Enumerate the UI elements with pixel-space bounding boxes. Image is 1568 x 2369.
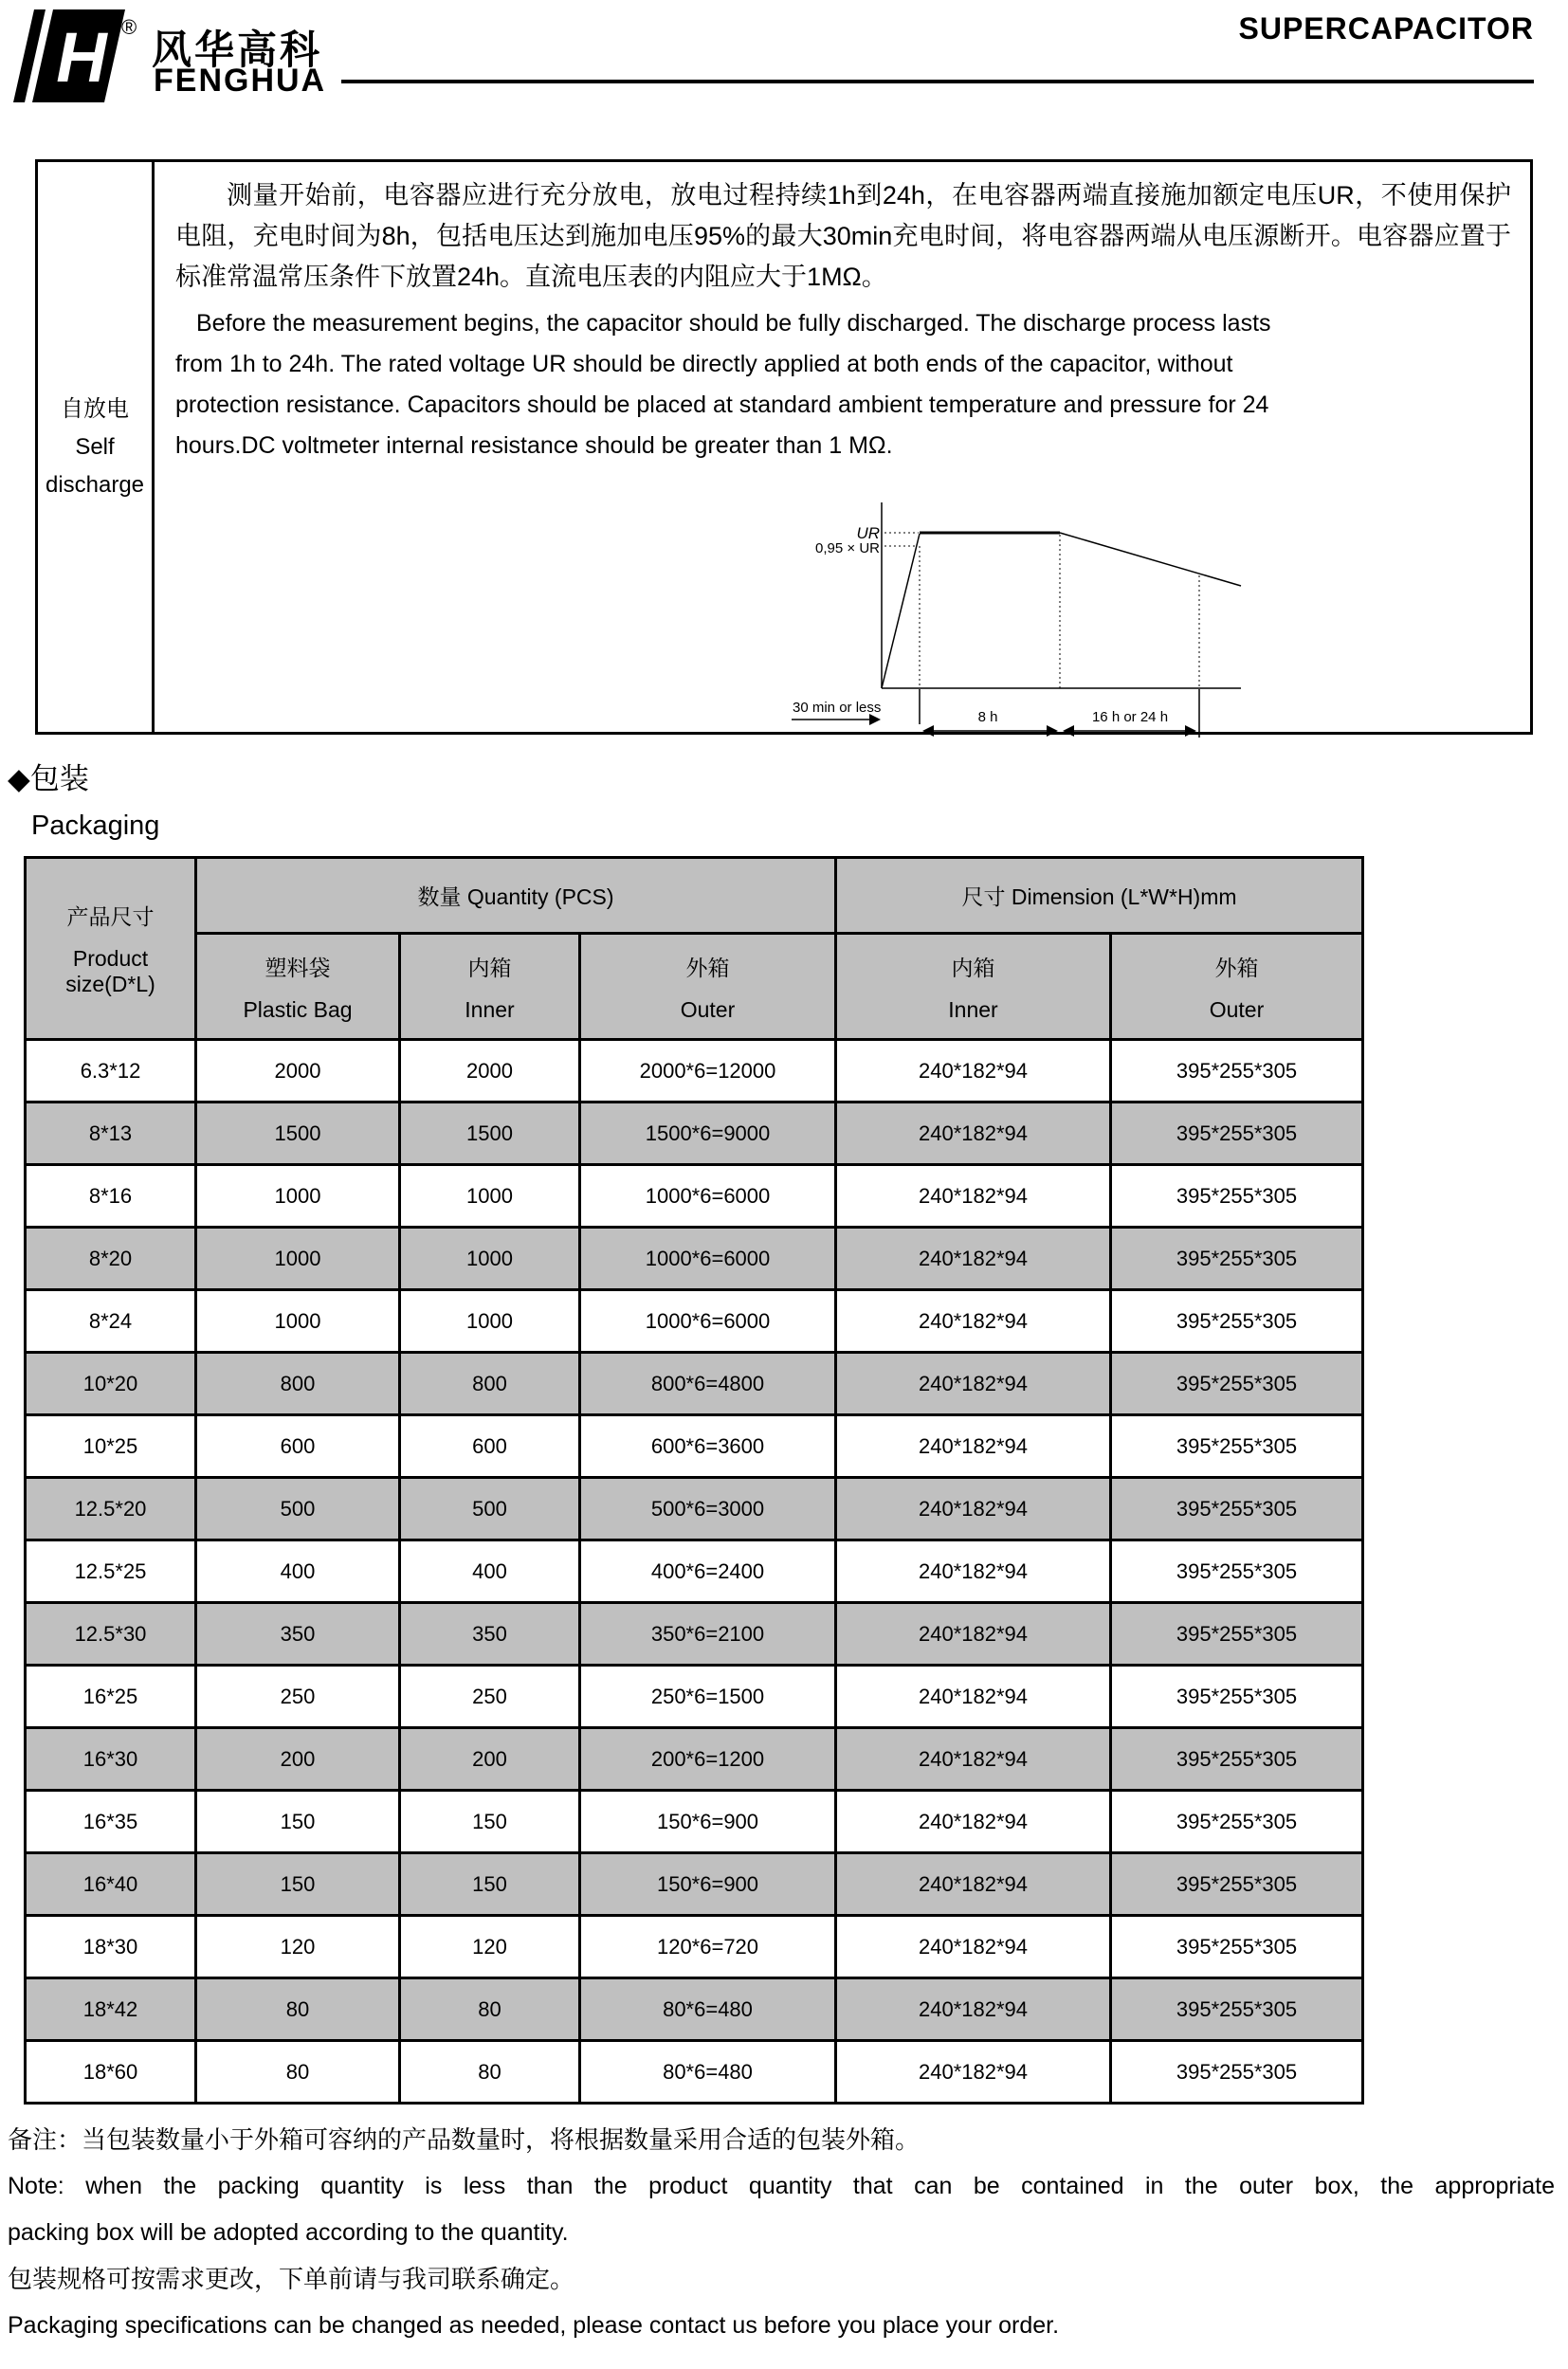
- table-cell: 240*182*94: [836, 1353, 1111, 1415]
- table-cell: 600: [400, 1415, 580, 1478]
- table-row: [26, 1102, 1363, 1165]
- table-cell: 395*255*305: [1111, 1353, 1363, 1415]
- table-cell: 240*182*94: [836, 1290, 1111, 1353]
- table-row: [26, 1228, 1363, 1290]
- table-cell: 1000: [196, 1165, 400, 1228]
- table-cell: 12.5*30: [26, 1603, 196, 1666]
- table-cell: 80*6=480: [580, 2041, 836, 2104]
- table-cell: 395*255*305: [1111, 1978, 1363, 2041]
- packaging-section-title-en: Packaging: [31, 811, 160, 841]
- table-cell: 150: [196, 1791, 400, 1853]
- table-cell: 800: [400, 1353, 580, 1415]
- registered-trademark-icon: ®: [121, 15, 137, 39]
- table-cell: 150*6=900: [580, 1791, 836, 1853]
- packaging-section-title-zh: ◆包装: [8, 762, 89, 795]
- header-divider: [341, 80, 1534, 83]
- table-cell: 250*6=1500: [580, 1666, 836, 1728]
- table-cell: 1000: [196, 1290, 400, 1353]
- group-header-dimension: 尺寸 Dimension (L*W*H)mm: [836, 858, 1363, 934]
- brand-name-english: FENGHUA: [154, 63, 327, 99]
- table-cell: 1000*6=6000: [580, 1290, 836, 1353]
- table-cell: 16*25: [26, 1666, 196, 1728]
- table-cell: 80: [400, 1978, 580, 2041]
- table-cell: 395*255*305: [1111, 1540, 1363, 1603]
- self-discharge-text-zh: 测量开始前，电容器应进行充分放电，放电过程持续1h到24h，在电容器两端直接施加额定电压UR，不使用保护电阻，充电时间为8h，包括电压达到施加电压95%的最大30min充电时间，将电容器两端从电压源断开。电容器应置于标准常温常压条件下放置24h。直流电压表的内阻应大于1MΩ。: [175, 181, 1511, 291]
- table-cell: 18*30: [26, 1916, 196, 1978]
- table-row: [26, 1666, 1363, 1728]
- diagram-label-rest-time: 16 h or 24 h: [1091, 709, 1169, 725]
- table-cell: 800: [196, 1353, 400, 1415]
- spec-note-en: Packaging specifications can be changed as needed, please contact us before you place your order.: [8, 2312, 1060, 2339]
- table-cell: 240*182*94: [836, 1728, 1111, 1791]
- note-zh: 备注：当包装数量小于外箱可容纳的产品数量时，将根据数量采用合适的包装外箱。: [8, 2125, 921, 2154]
- table-cell: 395*255*305: [1111, 1603, 1363, 1666]
- table-cell: 10*20: [26, 1353, 196, 1415]
- table-cell: 500: [196, 1478, 400, 1540]
- table-cell: 18*42: [26, 1978, 196, 2041]
- table-row: [26, 1603, 1363, 1666]
- table-cell: 240*182*94: [836, 2041, 1111, 2104]
- table-cell: 10*25: [26, 1415, 196, 1478]
- table-cell: 200*6=1200: [580, 1728, 836, 1791]
- table-cell: 200: [400, 1728, 580, 1791]
- table-cell: 240*182*94: [836, 1791, 1111, 1853]
- table-cell: 80: [400, 2041, 580, 2104]
- table-cell: 395*255*305: [1111, 1478, 1363, 1540]
- table-row: [26, 1040, 1363, 1102]
- table-cell: 1000: [196, 1228, 400, 1290]
- table-cell: 2000: [196, 1040, 400, 1102]
- table-cell: 400: [196, 1540, 400, 1603]
- table-cell: 240*182*94: [836, 1228, 1111, 1290]
- table-cell: 240*182*94: [836, 1040, 1111, 1102]
- table-cell: 1000*6=6000: [580, 1165, 836, 1228]
- table-cell: 395*255*305: [1111, 1666, 1363, 1728]
- diagram-label-ur: UR: [856, 524, 880, 542]
- column-header-inner-qty: 内箱 Inner: [400, 934, 580, 1040]
- note-en-line2: packing box will be adopted according to the quantity.: [8, 2219, 569, 2246]
- table-cell: 395*255*305: [1111, 1228, 1363, 1290]
- self-discharge-text-en: Before the measurement begins, the capacitor should be fully discharged. The discharge process lasts from 1h to 24h. The rated voltage UR should be directly applied at both ends of the capacitor, without protection resistance. Capacitors should be placed at standard ambient temperature and pressure for 24 hours.DC voltmeter internal resistance should be greater than 1 MΩ.: [175, 310, 1271, 459]
- self-discharge-row-label: [38, 162, 155, 732]
- table-cell: 600*6=3600: [580, 1415, 836, 1478]
- table-cell: 240*182*94: [836, 1853, 1111, 1916]
- table-cell: 18*60: [26, 2041, 196, 2104]
- table-cell: 350: [400, 1603, 580, 1666]
- table-cell: 395*255*305: [1111, 1290, 1363, 1353]
- note-en-line1: Note: when the packing quantity is less than the product quantity that can be contained in the outer box, the appropriate: [8, 2173, 1555, 2199]
- table-cell: 1000*6=6000: [580, 1228, 836, 1290]
- table-cell: 1500: [400, 1102, 580, 1165]
- column-header-outer-qty: 外箱 Outer: [580, 934, 836, 1040]
- table-cell: 16*35: [26, 1791, 196, 1853]
- table-cell: 400*6=2400: [580, 1540, 836, 1603]
- table-cell: 800*6=4800: [580, 1353, 836, 1415]
- table-cell: 395*255*305: [1111, 1853, 1363, 1916]
- table-cell: 8*13: [26, 1102, 196, 1165]
- brand-name-chinese: 风华高科: [152, 27, 323, 72]
- self-discharge-label-en2: discharge: [45, 471, 145, 498]
- table-cell: 240*182*94: [836, 1603, 1111, 1666]
- table-row: [26, 1290, 1363, 1353]
- table-cell: 240*182*94: [836, 1415, 1111, 1478]
- table-row: [26, 1478, 1363, 1540]
- footer-notes: [8, 2123, 1555, 2342]
- table-cell: 150: [400, 1791, 580, 1853]
- table-cell: 1000: [400, 1290, 580, 1353]
- spec-note-zh: 包装规格可按需求更改，下单前请与我司联系确定。: [8, 2265, 575, 2293]
- table-cell: 1000: [400, 1165, 580, 1228]
- table-cell: 12.5*20: [26, 1478, 196, 1540]
- table-cell: 350*6=2100: [580, 1603, 836, 1666]
- diagram-label-charge-time: 8 h: [977, 709, 998, 725]
- fenghua-logo-icon: [13, 8, 125, 109]
- table-cell: 12.5*25: [26, 1540, 196, 1603]
- table-cell: 350: [196, 1603, 400, 1666]
- column-header-product-size-zh: 产品尺寸: [66, 904, 155, 929]
- diagram-label-095ur: 0,95 × UR: [815, 540, 880, 556]
- packaging-table: [24, 856, 1364, 2105]
- diagram-label-ramp-time: 30 min or less: [793, 700, 882, 716]
- table-cell: 240*182*94: [836, 1165, 1111, 1228]
- column-header-outer-dim: 外箱 Outer: [1111, 934, 1363, 1040]
- table-cell: 395*255*305: [1111, 2041, 1363, 2104]
- self-discharge-table: [35, 159, 1533, 735]
- table-cell: 395*255*305: [1111, 1102, 1363, 1165]
- table-cell: 240*182*94: [836, 1540, 1111, 1603]
- table-cell: 2000*6=12000: [580, 1040, 836, 1102]
- table-cell: 16*30: [26, 1728, 196, 1791]
- table-cell: 240*182*94: [836, 1666, 1111, 1728]
- table-row: [26, 1540, 1363, 1603]
- table-cell: 200: [196, 1728, 400, 1791]
- table-cell: 400: [400, 1540, 580, 1603]
- table-cell: 240*182*94: [836, 1978, 1111, 2041]
- table-row: [26, 1165, 1363, 1228]
- table-cell: 1500: [196, 1102, 400, 1165]
- table-cell: 6.3*12: [26, 1040, 196, 1102]
- table-cell: 395*255*305: [1111, 1728, 1363, 1791]
- column-header-product-size-en: Product size(D*L): [65, 946, 155, 996]
- self-discharge-voltage-diagram: [787, 482, 1244, 743]
- column-header-inner-dim: 内箱 Inner: [836, 934, 1111, 1040]
- group-header-quantity: 数量 Quantity (PCS): [196, 858, 836, 934]
- table-row: [26, 2041, 1363, 2104]
- table-cell: 120: [196, 1916, 400, 1978]
- table-row: [26, 1728, 1363, 1791]
- packaging-table-rows: [26, 1040, 1363, 2104]
- table-cell: 395*255*305: [1111, 1165, 1363, 1228]
- table-cell: 2000: [400, 1040, 580, 1102]
- table-cell: 120*6=720: [580, 1916, 836, 1978]
- table-cell: 250: [400, 1666, 580, 1728]
- table-row: [26, 1853, 1363, 1916]
- table-cell: 8*20: [26, 1228, 196, 1290]
- table-cell: 240*182*94: [836, 1102, 1111, 1165]
- table-cell: 395*255*305: [1111, 1415, 1363, 1478]
- table-cell: 80: [196, 1978, 400, 2041]
- table-cell: 395*255*305: [1111, 1916, 1363, 1978]
- svg-text:H: H: [56, 18, 107, 97]
- table-cell: 1000: [400, 1228, 580, 1290]
- self-discharge-label-zh: 自放电: [61, 395, 129, 422]
- self-discharge-label-en: Self: [75, 433, 115, 460]
- table-row: [26, 1978, 1363, 2041]
- table-cell: 16*40: [26, 1853, 196, 1916]
- table-row: [26, 1353, 1363, 1415]
- table-cell: 80*6=480: [580, 1978, 836, 2041]
- column-header-plastic-bag: 塑料袋 Plastic Bag: [196, 934, 400, 1040]
- table-cell: 240*182*94: [836, 1916, 1111, 1978]
- table-cell: 395*255*305: [1111, 1791, 1363, 1853]
- column-header-product-size: [26, 858, 196, 1040]
- table-cell: 240*182*94: [836, 1478, 1111, 1540]
- table-cell: 150: [400, 1853, 580, 1916]
- table-cell: 500*6=3000: [580, 1478, 836, 1540]
- table-cell: 1500*6=9000: [580, 1102, 836, 1165]
- table-cell: 600: [196, 1415, 400, 1478]
- table-row: [26, 1916, 1363, 1978]
- table-cell: 500: [400, 1478, 580, 1540]
- table-cell: 150*6=900: [580, 1853, 836, 1916]
- table-row: [26, 1791, 1363, 1853]
- table-cell: 120: [400, 1916, 580, 1978]
- table-cell: 8*16: [26, 1165, 196, 1228]
- table-cell: 80: [196, 2041, 400, 2104]
- table-cell: 8*24: [26, 1290, 196, 1353]
- page-title: SUPERCAPACITOR: [1238, 11, 1534, 46]
- table-cell: 395*255*305: [1111, 1040, 1363, 1102]
- table-cell: 250: [196, 1666, 400, 1728]
- table-cell: 150: [196, 1853, 400, 1916]
- table-row: [26, 1415, 1363, 1478]
